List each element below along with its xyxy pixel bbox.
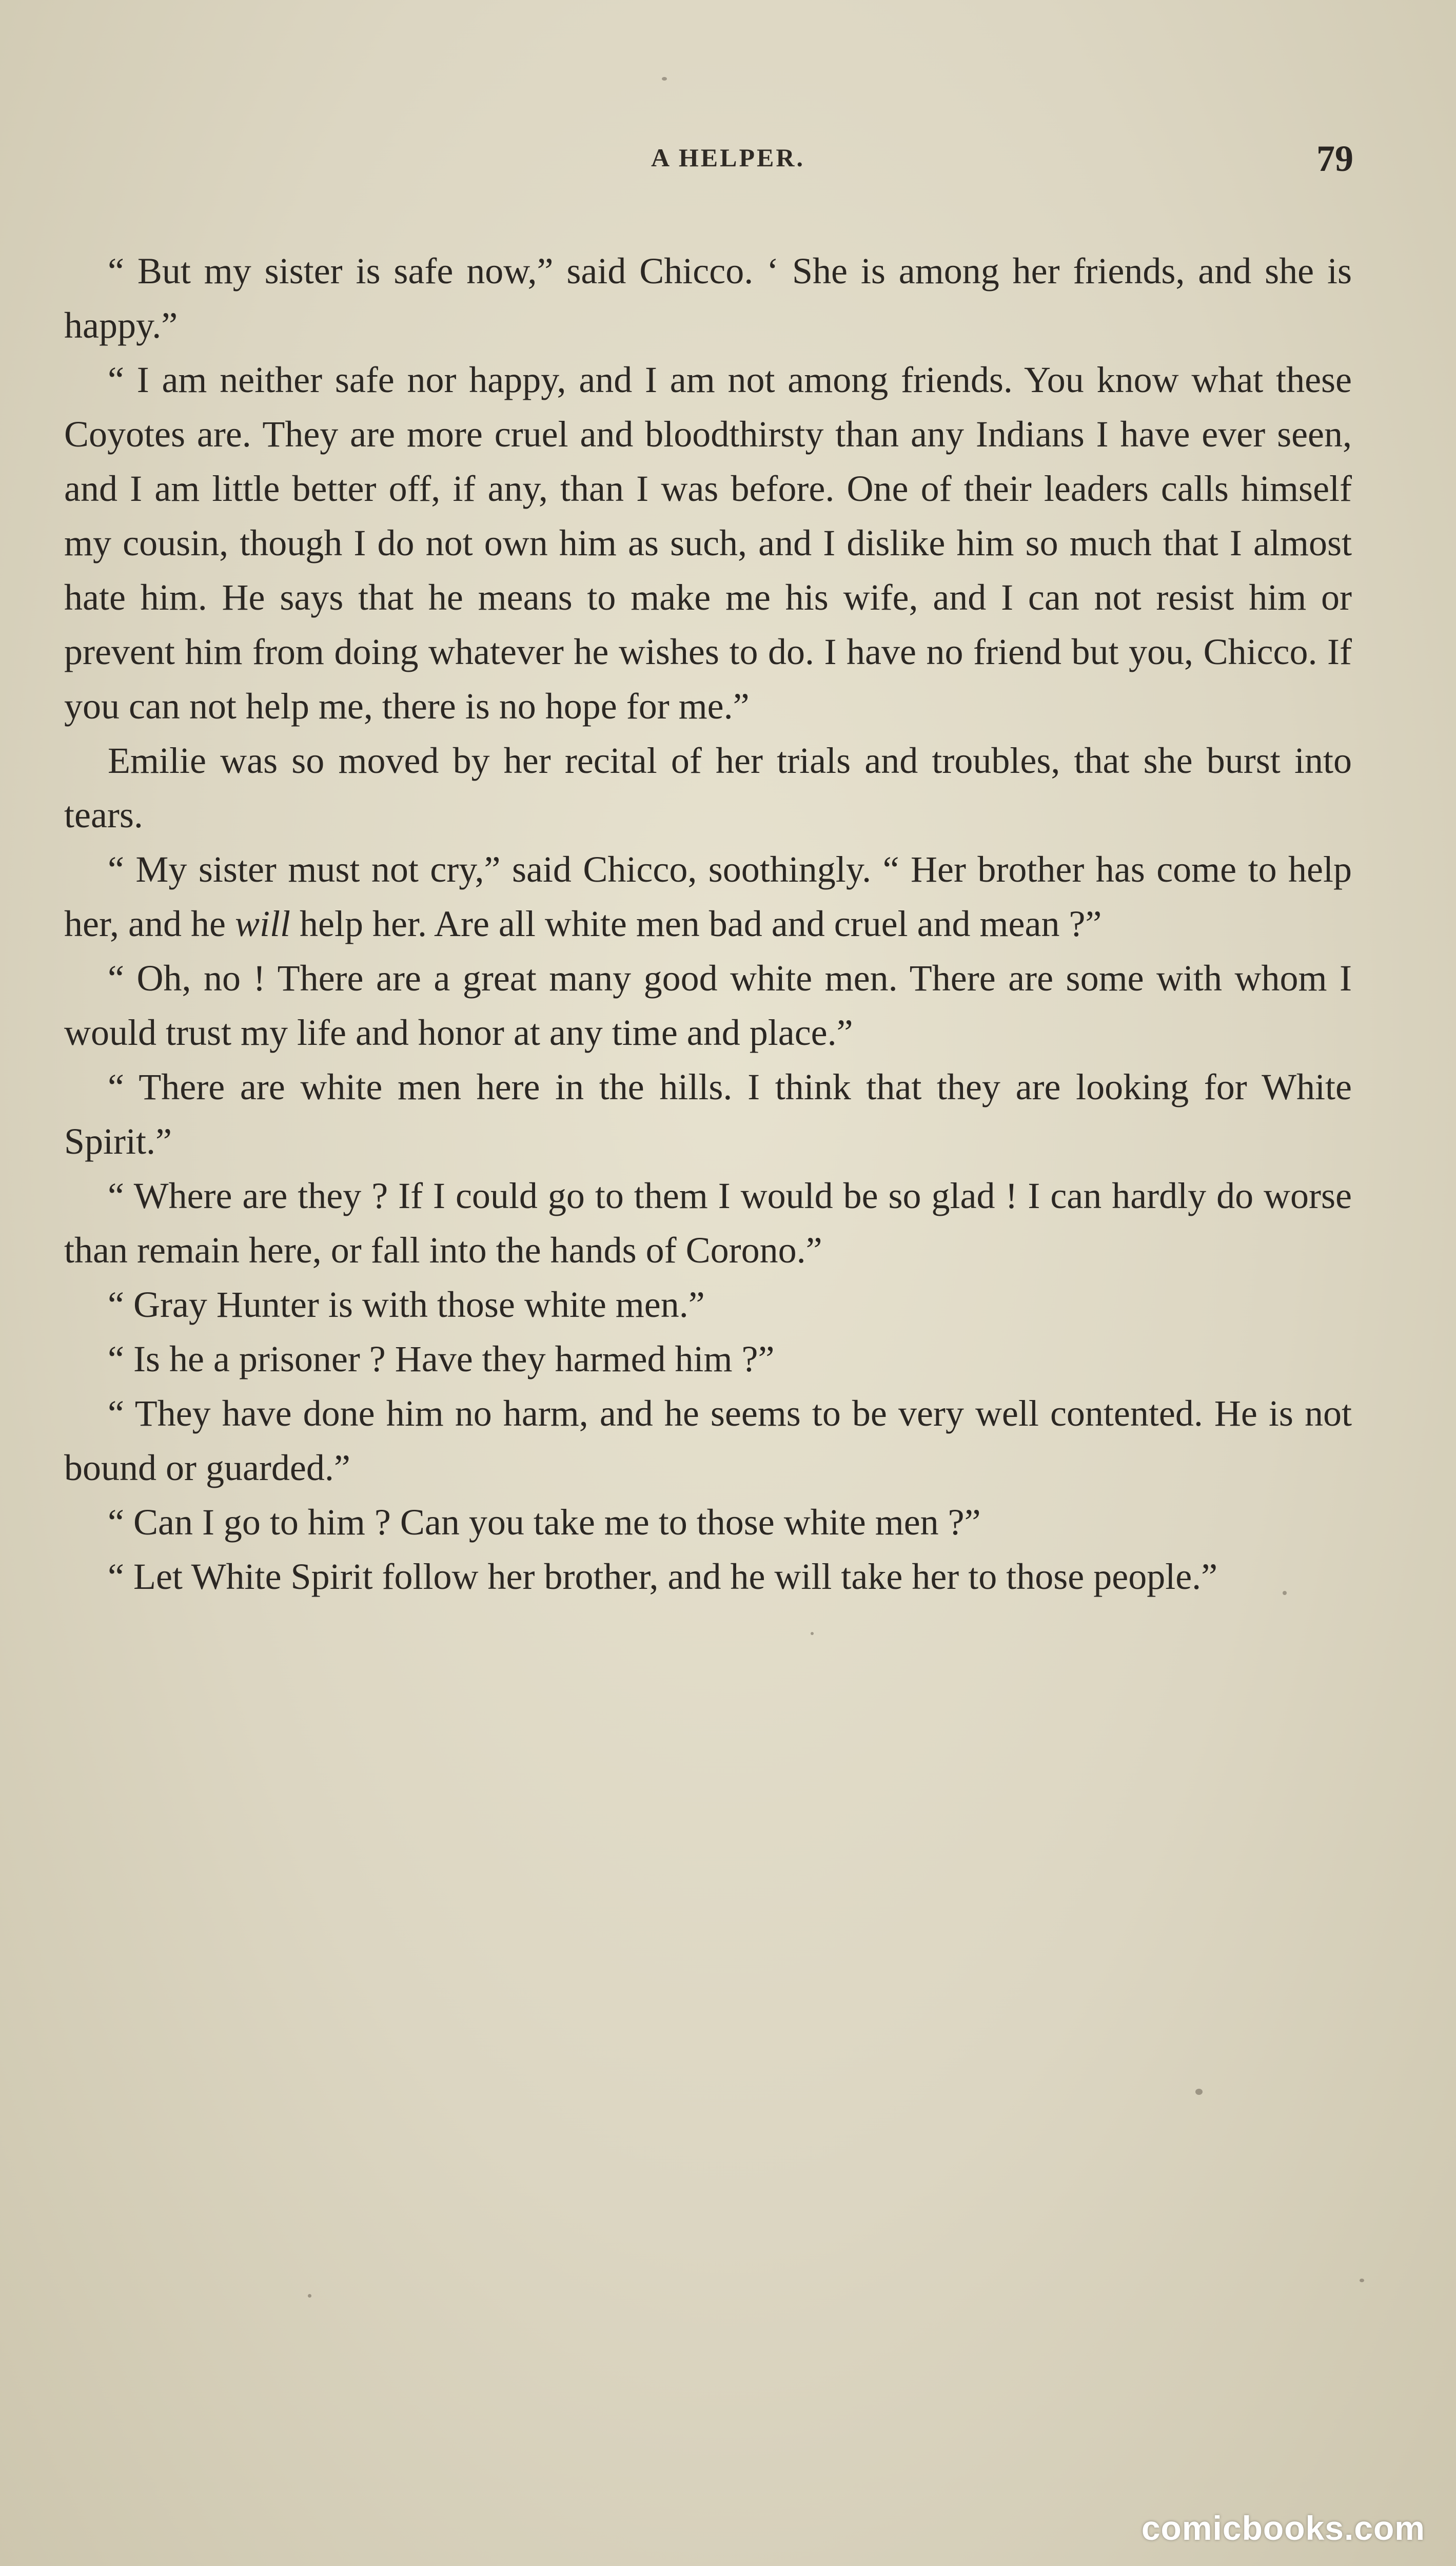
paper-speck (662, 77, 667, 81)
paper-speck (308, 2294, 311, 2298)
paragraph: “ My sister must not cry,” said Chicco, soothingly. “ Her brother has come to help her, and he will help her. Are all white men bad and cruel and mean ?” (64, 849, 1352, 944)
running-head (0, 138, 1456, 184)
paragraph: “ Gray Hunter is with those white men.” (108, 1284, 705, 1325)
page-number: 79 (1316, 138, 1353, 179)
paragraph: “ Where are they ? If I could go to them I would be so glad ! I can hardly do worse than remain here, or fall into the hands of Corono.” (64, 1175, 1352, 1271)
paragraph: “ Is he a prisoner ? Have they harmed him ?” (108, 1338, 775, 1379)
paragraph: “ Can I go to him ? Can you take me to those white men ?” (108, 1502, 981, 1543)
paragraph: “ Let White Spirit follow her brother, and he will take her to those people.” (108, 1556, 1218, 1597)
paper-speck (811, 1632, 814, 1635)
watermark: comicbooks.com (1141, 2509, 1425, 2547)
paragraph: “ They have done him no harm, and he seems to be very well contented. He is not bound or guarded.” (64, 1393, 1352, 1488)
body-text (64, 244, 1352, 1604)
paragraph: “ There are white men here in the hills. I think that they are looking for White Spirit.” (64, 1066, 1352, 1162)
chapter-title: A HELPER. (651, 143, 805, 172)
paragraph: “ Oh, no ! There are a great many good white men. There are some with whom I would trust my life and honor at any time and place.” (64, 958, 1352, 1053)
paragraph: “ But my sister is safe now,” said Chicco. ‘ She is among her friends, and she is happy.” (64, 250, 1352, 346)
emphasized-word: will (234, 903, 291, 944)
paragraph: Emilie was so moved by her recital of her trials and troubles, that she burst into tears. (64, 740, 1352, 835)
paper-speck (1360, 2279, 1364, 2282)
paper-speck (1195, 2089, 1203, 2095)
paragraph: “ I am neither safe nor happy, and I am not among friends. You know what these Coyotes are. They are more cruel and bloodthirsty than any Indians I have ever seen, and I am little better off, if any, than I was before. One of their leaders calls himself my cousin, though I do not own him as such, and I dislike him so much that I almost hate him. He says that he means to make me his wife, and I can not resist him or prevent him from doing whatever he wishes to do. I have no friend but you, Chicco. If you can not help me, there is no hope for me.” (64, 359, 1352, 727)
